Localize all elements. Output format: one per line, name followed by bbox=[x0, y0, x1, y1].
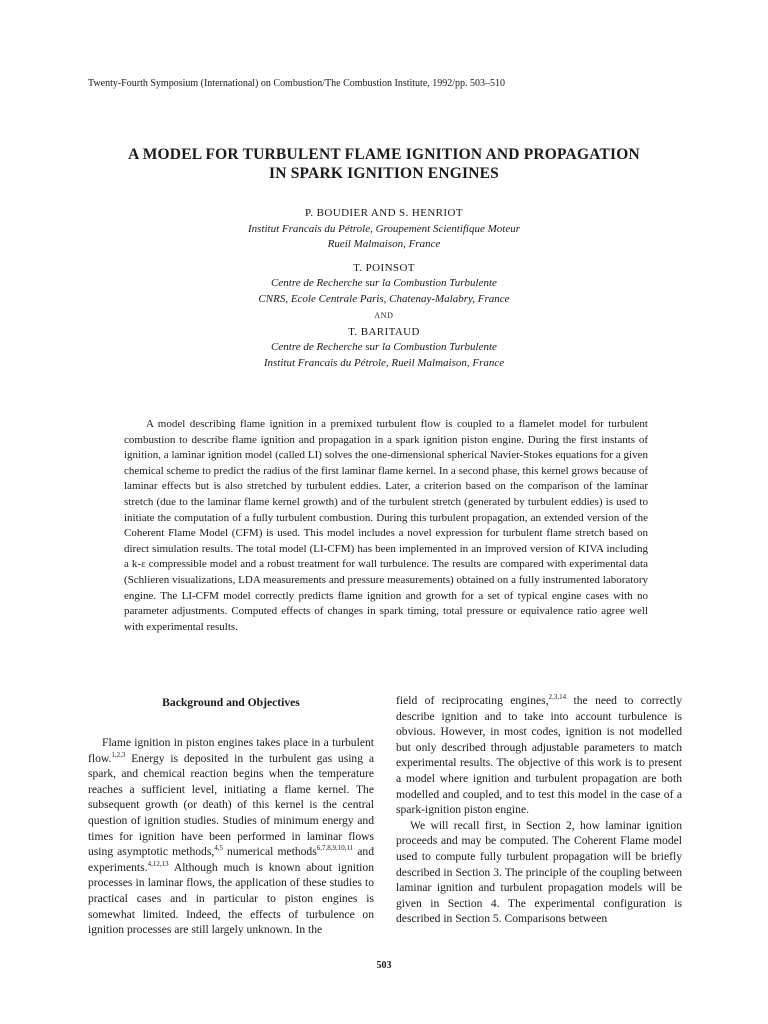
page-number: 503 bbox=[376, 960, 392, 971]
title-line-2: IN SPARK IGNITION ENGINES bbox=[269, 165, 499, 182]
body-paragraph: We will recall first, in Section 2, how laminar ignition proceeds and may be computed. The Coherent Flame model used to compute fully turbulent propagation will be briefly described in Section 3. The principle of the coupling between laminar ignition and turbulent propagation models will be given in Section 4. The experimental configuration is described in Section 5. Comparisons between bbox=[396, 818, 682, 926]
author-name-2: T. POINSOT bbox=[353, 261, 415, 274]
affiliation-3b: Institut Francais du Pétrole, Rueil Malmaison, France bbox=[263, 356, 505, 369]
citation-ref: 2,3,14 bbox=[548, 693, 567, 701]
affiliation-3a: Centre de Recherche sur la Combustion Turbulente bbox=[271, 341, 497, 353]
citation-ref: 4,5 bbox=[214, 844, 224, 853]
affiliation-1a: Institut Francais du Pétrole, Groupement Scientifique Moteur bbox=[248, 222, 520, 235]
affiliation-2a: Centre de Recherche sur la Combustion Turbulente bbox=[271, 277, 497, 289]
title-line-1: A MODEL FOR TURBULENT FLAME IGNITION AND PROPAGATION bbox=[128, 146, 640, 163]
citation-ref: 1,2,3 bbox=[111, 750, 126, 759]
body-column-left bbox=[88, 693, 374, 938]
author-names-1: P. BOUDIER AND S. HENRIOT bbox=[305, 207, 463, 219]
body-paragraph: field of reciprocating engines,$^{2,3,14}$ the need to correctly describe ignition and to take into account turbulence is obvious. However, in most codes, ignition is not modelled but only described through adjustable parameters to match experimental results. The objective of this work is to present a model where ignition and turbulent propagation are both modelled and coupled, and to test this model in the case of a spark-ignition piston engine. bbox=[396, 693, 683, 817]
affiliation-1b: Rueil Malmaison, France bbox=[327, 238, 441, 250]
and-separator: AND bbox=[374, 311, 394, 320]
paper-title bbox=[70, 145, 698, 183]
running-head: Twenty-Fourth Symposium (International) on Combustion/The Combustion Institute, 1992/pp. 503–510 bbox=[88, 78, 506, 89]
section-heading: Background and Objectives bbox=[162, 696, 300, 709]
author-name-3: T. BARITAUD bbox=[348, 325, 420, 338]
citation-ref: 6,7,8,9,10,11 bbox=[316, 844, 354, 853]
body-paragraph: Flame ignition in piston engines takes place in a turbulent flow.$^{1,2,3}$ Energy is deposited in the turbulent gas using a spark, and chemical reaction begins when the temperature reaches a sufficient level, initiating a flame kernel. The subsequent growth (or death) of this kernel is the central question of ignition studies. Studies of minimum energy and times for ignition have been performed in laminar flows using asymptotic methods,$^{4,5}$ numerical methods$^{6,7,8,9,10,11}$ and experiments.$^{4,12,13}$ Although much is known about ignition processes in laminar flows, the application of these studies to practical cases and in particular to piston engines is somewhat limited. Indeed, the effects of turbulence on ignition processes are still largely unknown. In the bbox=[88, 736, 375, 937]
author-block bbox=[90, 206, 678, 371]
affiliation-2b: CNRS, Ecole Centrale Paris, Chatenay-Malabry, France bbox=[258, 292, 510, 305]
citation-ref: 4,12,13 bbox=[147, 859, 169, 868]
body-column-right bbox=[396, 693, 682, 927]
abstract: A model describing flame ignition in a premixed turbulent flow is coupled to a flamelet model for turbulent combustion to describe flame ignition and propagation in a spark ignition piston engine. During the first instants of ignition, a laminar ignition model (called LI) solves the one-dimensional spherical Navier-Stokes equations for a given chemical scheme to predict the radius of the first laminar flame kernel. In a second phase, this kernel grows because of laminar effects but is also stretched by turbulent eddies. Later, a criterion based on the comparison of the laminar stretch (due to the laminar flame kernel growth) and of the turbulent stretch (generated by turbulent eddies) is used to initiate the computation of a fully turbulent combustion. During this turbulent propagation, an extended version of the Coherent Flame Model (CFM) is used. This model includes a novel expression for turbulent flame stretch based on direct simulation results. The total model (LI-CFM) has been implemented in an improved version of KIVA including a k-ε compressible model and a robust treatment for wall turbulence. The results are compared with experimental data (Schlieren visualizations, LDA measurements and pressure measurements) obtained on a fully instrumented laboratory engine. The LI-CFM model correctly predicts flame ignition and growth for a set of typical engine cases with no parameter adjustments. Computed effects of changes in spark timing, total pressure or equivalence ratio agree well with experimental results. bbox=[124, 418, 648, 633]
